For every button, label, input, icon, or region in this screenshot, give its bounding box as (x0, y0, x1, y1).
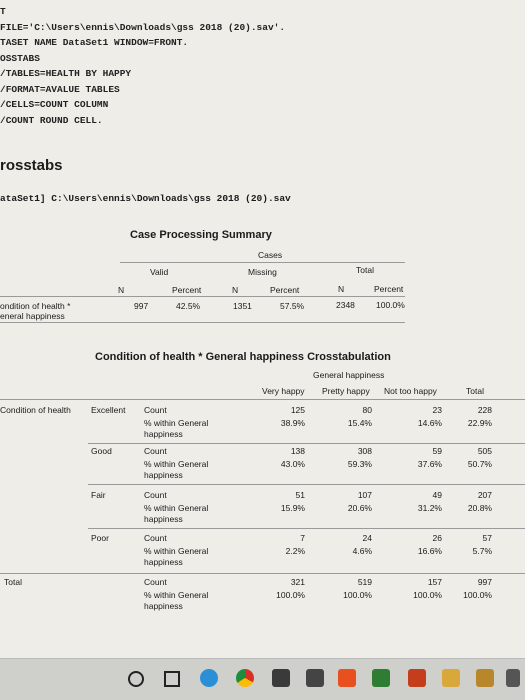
camera-icon[interactable] (306, 669, 324, 687)
row-label: ondition of health * (0, 301, 71, 311)
task-view-icon[interactable] (164, 671, 180, 687)
cell-count: 308 (357, 446, 372, 456)
col-header-very-happy: Very happy (262, 386, 305, 396)
stat-label: Count (144, 446, 167, 456)
col-header-not-too-happy: Not too happy (384, 386, 437, 396)
cell-percent: 43.0% (280, 459, 305, 469)
edge-icon[interactable] (200, 669, 218, 687)
syntax-log (0, 4, 285, 128)
cell-percent: 2.2% (285, 546, 305, 556)
office-icon[interactable] (338, 669, 356, 687)
cell-percent: 50.7% (467, 459, 492, 469)
row-total-label: Total (4, 577, 22, 587)
cell-value: 997 (134, 301, 149, 311)
calculator-icon[interactable] (272, 669, 290, 687)
search-circle-icon[interactable] (128, 671, 144, 687)
stat-label: % within General (144, 459, 209, 469)
col-group-label: General happiness (313, 370, 385, 380)
row-category-label: Poor (91, 533, 109, 543)
divider (88, 484, 525, 485)
stat-label: Count (144, 405, 167, 415)
col-header-total: Total (466, 386, 484, 396)
section-title: rosstabs (0, 157, 63, 174)
cell-value: 100.0% (376, 300, 405, 310)
cell-count: 157 (427, 577, 442, 587)
divider (88, 443, 525, 444)
cell-percent: 15.9% (280, 503, 305, 513)
syntax-line: /TABLES=HEALTH BY HAPPY (0, 68, 132, 79)
cell-count: 125 (290, 405, 305, 415)
cell-count: 59 (432, 446, 442, 456)
cell-count: 24 (362, 533, 372, 543)
syntax-line: T (0, 6, 6, 17)
divider (120, 262, 405, 263)
cell-percent: 37.6% (417, 459, 442, 469)
header-missing: Missing (248, 267, 277, 277)
cell-count: 51 (295, 490, 305, 500)
cell-percent: 100.0% (463, 590, 492, 600)
stat-label: Count (144, 533, 167, 543)
cell-count: 26 (432, 533, 442, 543)
stat-label: % within General (144, 590, 209, 600)
divider (0, 322, 405, 323)
divider (88, 528, 525, 529)
cell-value: 1351 (233, 301, 252, 311)
cell-count: 505 (477, 446, 492, 456)
stat-label: happiness (144, 601, 183, 611)
stat-label: happiness (144, 429, 183, 439)
cell-value: 42.5% (176, 301, 201, 311)
syntax-line: FILE='C:\Users\ennis\Downloads\gss 2018 (20).sav'. (0, 21, 286, 33)
cell-percent: 38.9% (280, 418, 305, 428)
cell-percent: 16.6% (417, 546, 442, 556)
syntax-line: OSSTABS (0, 52, 40, 64)
cell-count: 49 (432, 490, 442, 500)
row-var-label: Condition of health (0, 405, 71, 415)
stat-label: Count (144, 577, 167, 587)
cell-count: 997 (477, 577, 492, 587)
header-total: Total (356, 265, 374, 275)
stat-label: happiness (144, 557, 183, 567)
cell-percent: 20.8% (467, 503, 492, 513)
stat-label: Count (144, 490, 167, 500)
divider (0, 296, 405, 297)
chrome-icon[interactable] (236, 669, 254, 687)
cell-count: 228 (477, 405, 492, 415)
divider (0, 573, 525, 574)
cell-percent: 15.4% (347, 418, 372, 428)
row-label: eneral happiness (0, 311, 65, 321)
syntax-line: /CELLS=COUNT COLUMN (0, 99, 109, 110)
cell-count: 7 (300, 533, 305, 543)
cell-count: 207 (477, 490, 492, 500)
col-header-pretty-happy: Pretty happy (322, 386, 370, 396)
syntax-line: /FORMAT=AVALUE TABLES (0, 83, 120, 95)
header-percent: Percent (374, 284, 404, 294)
cell-percent: 14.6% (417, 418, 442, 428)
header-cases: Cases (258, 250, 283, 260)
cell-count: 80 (362, 405, 372, 415)
store-icon[interactable] (372, 669, 390, 687)
stat-label: % within General (144, 503, 209, 513)
cell-count: 107 (357, 490, 372, 500)
divider (0, 399, 525, 400)
cell-value: 2348 (336, 300, 355, 310)
cell-percent: 20.6% (347, 503, 372, 513)
cell-percent: 100.0% (276, 590, 305, 600)
file-explorer-icon[interactable] (442, 669, 460, 687)
stat-label: happiness (144, 470, 183, 480)
stat-label: % within General (144, 546, 209, 556)
syntax-line: /COUNT ROUND CELL. (0, 114, 103, 126)
row-category-label: Good (91, 446, 112, 456)
powerpoint-icon[interactable] (408, 669, 426, 687)
dataset-path: ataSet1] C:\Users\ennis\Downloads\gss 2018 (20).sav (0, 193, 291, 204)
cell-percent: 31.2% (417, 503, 442, 513)
calendar-icon[interactable] (506, 669, 520, 687)
cell-percent: 100.0% (343, 590, 372, 600)
header-n: N (338, 284, 345, 294)
cell-value: 57.5% (280, 301, 305, 311)
cell-count: 138 (290, 446, 305, 456)
stat-label: % within General (144, 418, 209, 428)
cell-percent: 100.0% (413, 590, 442, 600)
row-category-label: Fair (91, 490, 106, 500)
cell-percent: 5.7% (472, 546, 492, 556)
stat-label: happiness (144, 514, 183, 524)
table-title: Condition of health * General happiness Crosstabulation (95, 351, 391, 363)
header-n: N (232, 285, 239, 295)
syntax-line: TASET NAME DataSet1 WINDOW=FRONT. (0, 37, 189, 48)
header-percent: Percent (270, 285, 300, 295)
table-title: Case Processing Summary (130, 229, 272, 241)
cell-percent: 4.6% (352, 546, 372, 556)
cell-percent: 22.9% (467, 418, 492, 428)
row-category-label: Excellent (91, 405, 126, 415)
cell-count: 57 (482, 533, 492, 543)
header-valid: Valid (150, 267, 169, 277)
header-n: N (118, 285, 125, 295)
cell-count: 23 (432, 405, 442, 415)
spss-icon[interactable] (476, 669, 494, 687)
cell-count: 321 (290, 577, 305, 587)
cell-count: 519 (357, 577, 372, 587)
header-percent: Percent (172, 285, 202, 295)
taskbar (0, 658, 525, 700)
cell-percent: 59.3% (347, 459, 372, 469)
